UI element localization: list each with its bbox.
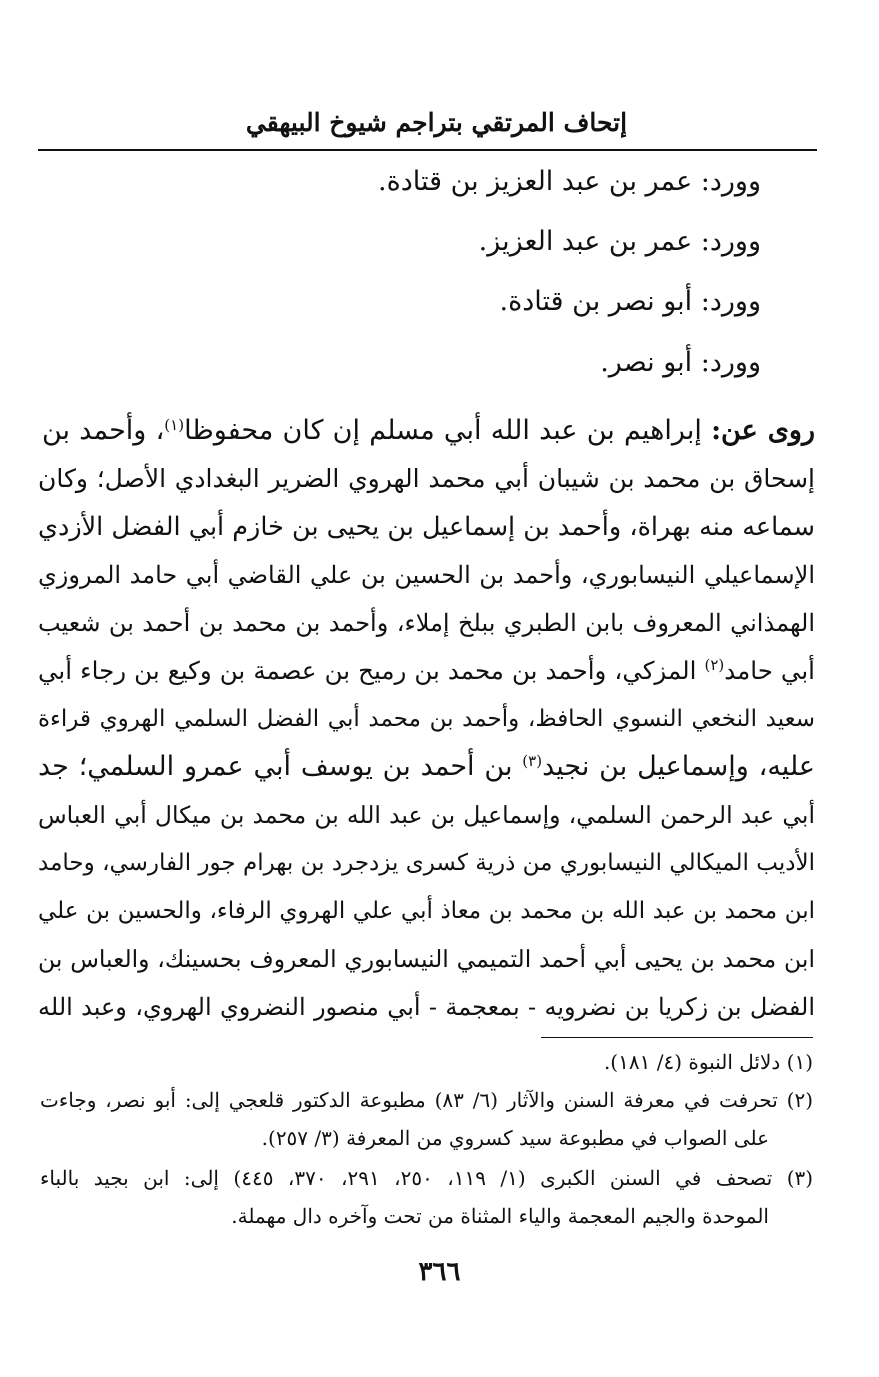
body-line-11: ابن محمد بن عبد الله بن محمد بن معاذ أبي علي الهروي الرفاء، والحسين بن علي xyxy=(38,898,815,924)
body-line-6: أبي حامد$^{(٢)}$ المزكي، وأحمد بن محمد بن رميح بن عصمة بن وكيع بن رجاء أبي xyxy=(38,656,815,685)
footnote-3-line-2: الموحدة والجيم المعجمة والياء المثناة من تحت وآخره دال مهملة. xyxy=(231,1204,769,1228)
body-line-13: الفضل بن زكريا بن نضرويه - بمعجمة - أبي منصور النضروي الهروي، وعبد الله xyxy=(38,993,815,1021)
footnote-3-line-1: (٣) تصحف في السنن الكبرى (١/ ١١٩، ٢٥٠، ٢٩١، ٣٧٠، ٤٤٥) إلى: ابن بجيد بالباء xyxy=(40,1166,814,1190)
body-line-2: إسحاق بن محمد بن شيبان أبي محمد الهروي الضرير البغدادي الأصل؛ وكان xyxy=(38,464,815,493)
body-line-10: الأديب الميكالي النيسابوري من ذرية كسرى يزدجرد بن بهرام جور الفارسي، وحامد xyxy=(38,850,816,876)
footnote-2-line-2: على الصواب في مطبوعة سيد كسروي من المعرفة (٣/ ٢٥٧). xyxy=(261,1126,769,1150)
footnote-ref-3: (٣) xyxy=(522,752,543,770)
footnote-ref-2: (٢) xyxy=(704,656,725,674)
riwaya-keyword: روى عن: xyxy=(711,415,815,446)
page-number: ٣٦٦ xyxy=(418,1257,461,1287)
body-line-12: ابن محمد بن يحيى أبي أحمد التميمي النيسابوري المعروف بحسينك، والعباس بن xyxy=(38,945,815,973)
running-header-title: إتحاف المرتقي بتراجم شيوخ البيهقي xyxy=(245,108,628,137)
variant-line-1: وورد: عمر بن عبد العزيز بن قتادة. xyxy=(377,166,761,197)
body-line-9: أبي عبد الرحمن السلمي، وإسماعيل بن عبد الله بن محمد بن ميكال أبي العباس xyxy=(38,801,815,829)
body-line-7: سعيد النخعي النسوي الحافظ، وأحمد بن محمد أبي الفضل السلمي الهروي قراءة xyxy=(38,706,815,732)
header-rule xyxy=(38,149,817,151)
variant-line-4: وورد: أبو نصر. xyxy=(600,347,761,378)
body-line-1: روى عن: إبراهيم بن عبد الله أبي مسلم إن كان محفوظا$^{(١)}$، وأحمد بن xyxy=(42,415,815,446)
footnote-separator xyxy=(541,1037,813,1038)
body-line-5: الهمذاني المعروف بابن الطبري ببلخ إملاء، وأحمد بن محمد بن أحمد بن شعيب xyxy=(38,609,815,637)
body-line-8: عليه، وإسماعيل بن نجيد$^{(٣)}$ بن أحمد بن يوسف أبي عمرو السلمي؛ جد xyxy=(38,751,815,782)
variant-line-2: وورد: عمر بن عبد العزيز. xyxy=(478,226,761,257)
body-line-3: سماعه منه بهراة، وأحمد بن إسماعيل بن يحيى بن خازم أبي الفضل الأزدي xyxy=(38,512,815,542)
footnote-1: (١) دلائل النبوة (٤/ ١٨١). xyxy=(603,1050,813,1074)
footnote-ref-1: (١) xyxy=(164,416,185,434)
variant-line-3: وورد: أبو نصر بن قتادة. xyxy=(499,286,761,317)
body-line-4: الإسماعيلي النيسابوري، وأحمد بن الحسين بن علي القاضي أبي حامد المروزي xyxy=(38,561,815,589)
footnote-2-line-1: (٢) تحرفت في معرفة السنن والآثار (٦/ ٨٣) مطبوعة الدكتور قلعجي إلى: أبو نصر، وجاءت xyxy=(40,1088,813,1112)
